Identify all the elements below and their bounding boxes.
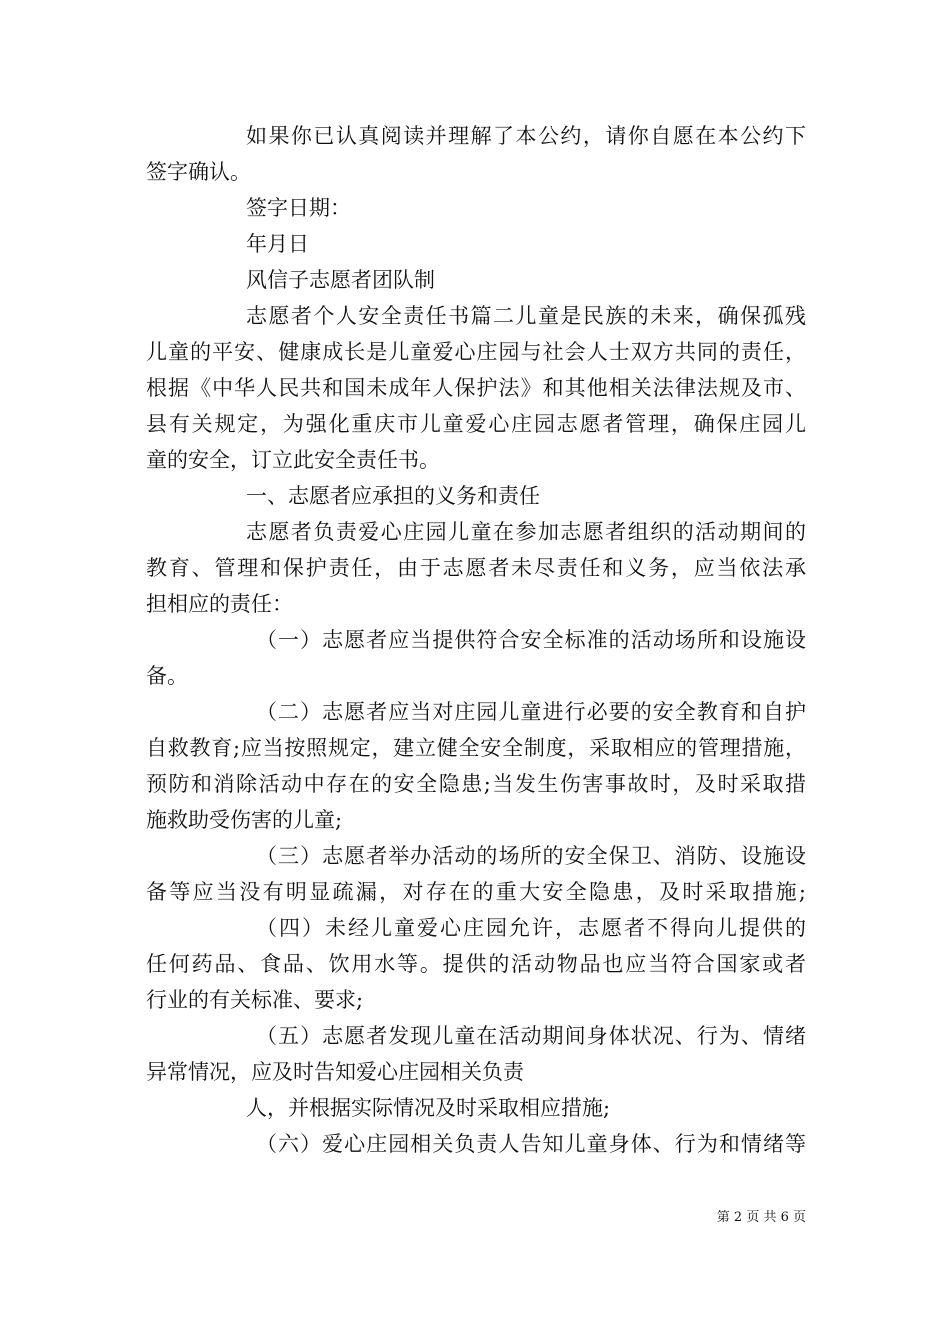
paragraph-line: 风信子志愿者团队制 (246, 268, 435, 292)
paragraph-line: 自救教育;应当按照规定，建立健全安全制度，采取相应的管理措施， (146, 736, 806, 760)
paragraph-line: 行业的有关标准、要求; (146, 988, 364, 1012)
page-number: 第 2 页 共 6 页 (716, 1210, 806, 1225)
paragraph-line: （六）爱心庄园相关负责人告知儿童身体、行为和情绪等 (256, 1132, 806, 1156)
paragraph-line: 县有关规定，为强化重庆市儿童爱心庄园志愿者管理，确保庄园儿 (146, 412, 806, 436)
document-body (146, 118, 806, 1162)
paragraph-line: 任何药品、食品、饮用水等。提供的活动物品也应当符合国家或者 (146, 952, 806, 976)
paragraph-line: 志愿者负责爱心庄园儿童在参加志愿者组织的活动期间的 (246, 520, 806, 544)
paragraph-line: （二）志愿者应当对庄园儿童进行必要的安全教育和自护 (256, 700, 806, 724)
paragraph-line: 童的安全，订立此安全责任书。 (146, 448, 440, 472)
paragraph-line: 预防和消除活动中存在的安全隐患;当发生伤害事故时，及时采取措 (146, 772, 806, 796)
paragraph-line: 根据《中华人民共和国未成年人保护法》和其他相关法律法规及市、 (146, 376, 806, 400)
paragraph-line: 备。 (146, 664, 188, 688)
paragraph-line: 施救助受伤害的儿童; (146, 808, 343, 832)
paragraph-line: 担相应的责任： (146, 592, 293, 616)
paragraph-line: 教育、管理和保护责任，由于志愿者未尽责任和义务，应当依法承 (146, 556, 806, 580)
paragraph-line: 年月日 (246, 232, 309, 256)
paragraph-line: 志愿者个人安全责任书篇二儿童是民族的未来，确保孤残 (246, 304, 806, 328)
paragraph-line: （一）志愿者应当提供符合安全标准的活动场所和设施设 (256, 628, 806, 652)
paragraph-line: 如果你已认真阅读并理解了本公约，请你自愿在本公约下 (246, 124, 806, 148)
paragraph-line: （五）志愿者发现儿童在活动期间身体状况、行为、情绪 (256, 1024, 806, 1048)
paragraph-line: 签字日期： (246, 196, 351, 220)
paragraph-line: （四）未经儿童爱心庄园允许，志愿者不得向儿提供的 (256, 916, 806, 940)
paragraph-line: 签字确认。 (146, 160, 251, 184)
paragraph-line: 人，并根据实际情况及时采取相应措施; (246, 1096, 611, 1120)
paragraph-line: 备等应当没有明显疏漏，对存在的重大安全隐患，及时采取措施; (146, 880, 806, 904)
paragraph-line: 异常情况，应及时告知爱心庄园相关负责 (146, 1060, 524, 1084)
paragraph-line: （三）志愿者举办活动的场所的安全保卫、消防、设施设 (256, 844, 806, 868)
section-heading: 一、志愿者应承担的义务和责任 (246, 484, 540, 508)
paragraph-line: 儿童的平安、健康成长是儿童爱心庄园与社会人士双方共同的责任， (146, 340, 806, 364)
